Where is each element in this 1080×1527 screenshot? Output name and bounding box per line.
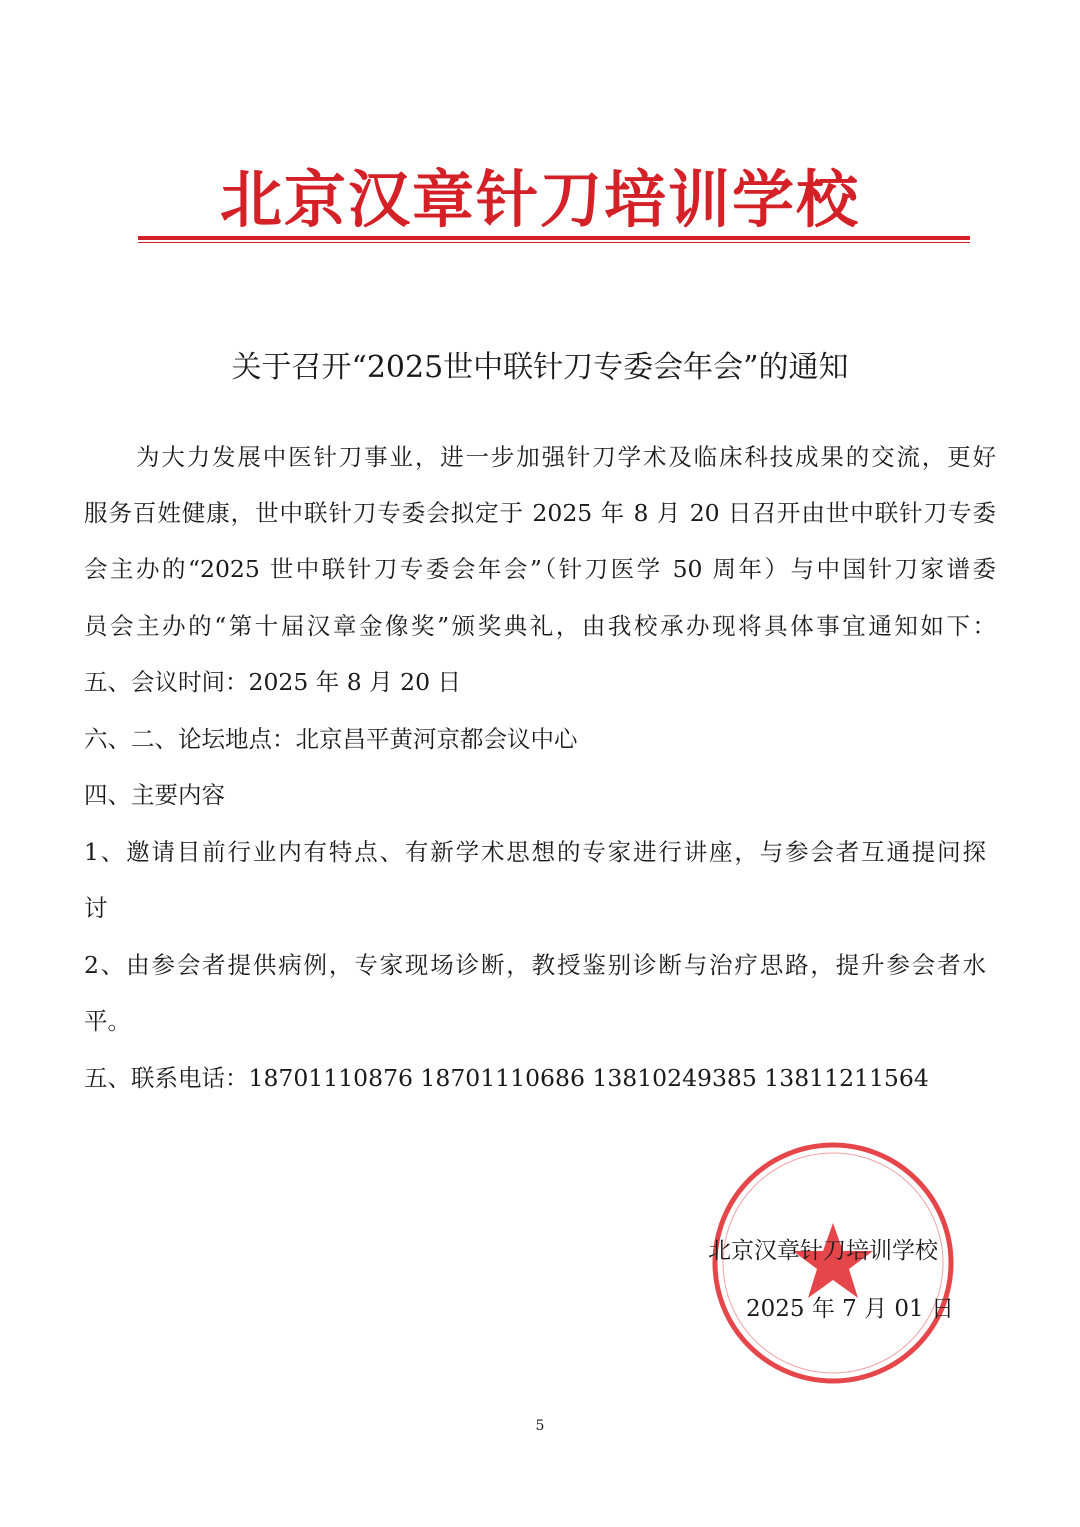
contact-phones: 五、联系电话：18701110876 18701110686 13810249385 13811211564 — [84, 1064, 929, 1092]
body-line: 为大力发展中医针刀事业，进一步加强针刀学术及临床科技成果的交流，更好 — [136, 443, 996, 471]
body-line: 平。 — [84, 1007, 131, 1035]
meeting-location: 六、二、论坛地点：北京昌平黄河京都会议中心 — [84, 725, 578, 753]
letterhead-rule-thin — [138, 242, 970, 243]
section-heading: 四、主要内容 — [84, 781, 225, 809]
body-line: 2、由参会者提供病例，专家现场诊断，教授鉴别诊断与治疗思路，提升参会者水 — [84, 951, 986, 979]
body-line: 1、邀请目前行业内有特点、有新学术思想的专家进行讲座，与参会者互通提问探 — [84, 838, 986, 866]
signature-date: 2025 年 7 月 01 日 — [746, 1296, 954, 1322]
body-line: 员会主办的“第十届汉章金像奖”颁奖典礼，由我校承办现将具体事宜通知如下： — [84, 612, 996, 640]
body-line: 会主办的“2025 世中联针刀专委会年会”（针刀医学 50 周年）与中国针刀家谱委 — [84, 555, 996, 583]
meeting-time: 五、会议时间：2025 年 8 月 20 日 — [84, 668, 462, 696]
body-line: 服务百姓健康，世中联针刀专委会拟定于 2025 年 8 月 20 日召开由世中联针刀专委 — [84, 499, 996, 527]
signature-org: 北京汉章针刀培训学校 — [708, 1238, 938, 1264]
notice-title: 关于召开“2025世中联针刀专委会年会”的通知 — [231, 350, 849, 385]
page-number: 5 — [535, 1418, 545, 1434]
letterhead-rule-thick — [138, 236, 970, 240]
body-line: 讨 — [84, 894, 108, 922]
letterhead-title: 北京汉章针刀培训学校 — [219, 163, 860, 236]
